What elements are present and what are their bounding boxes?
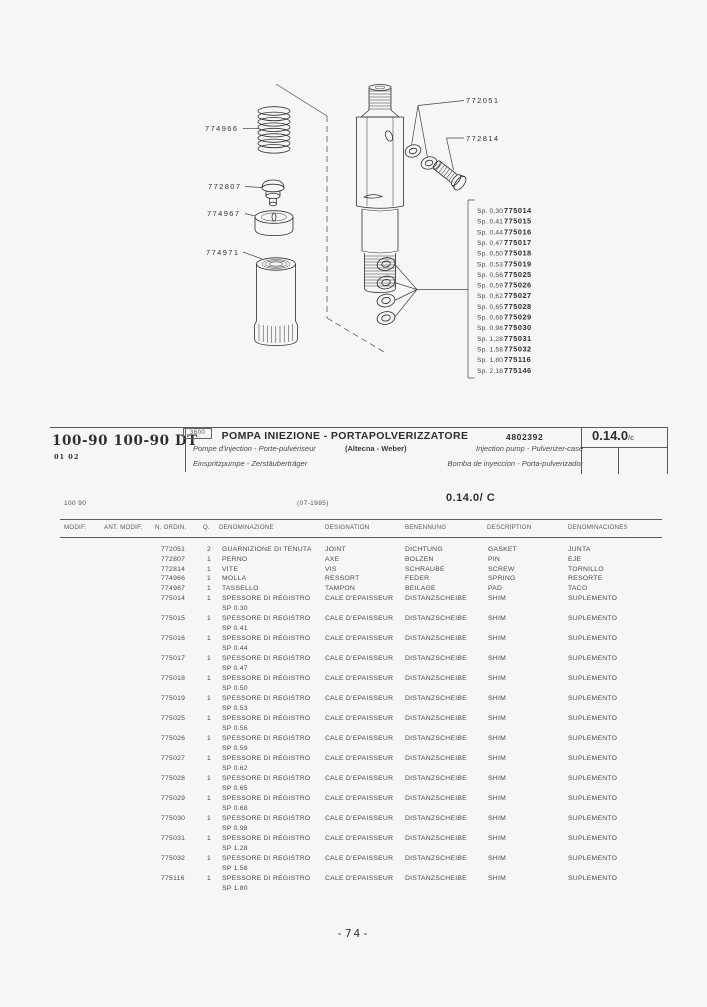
cell-denominaciones: SUPLEMENTO: [568, 754, 618, 762]
cell-part-number: 775029: [161, 794, 186, 802]
cell-description: SHIM: [488, 634, 506, 642]
part-label-tappet: 774967: [207, 209, 241, 218]
cell-denominaciones: SUPLEMENTO: [568, 814, 618, 822]
cell-designation: JOINT: [325, 546, 346, 553]
shim-part-number: 775019: [504, 259, 532, 269]
cell-denominazione: SPESSORE DI REGISTRO: [222, 774, 311, 782]
table-row: [0, 755, 707, 775]
cell-benennung: FEDER: [405, 575, 430, 583]
cell-part-number: 772051: [161, 546, 186, 553]
cell-description: PIN: [488, 555, 501, 563]
shim-sp-value: Sp. 1,58: [477, 346, 504, 354]
cell-description: SHIM: [488, 854, 506, 862]
cell-benennung: DISTANZSCHEIBE: [405, 834, 467, 842]
cell-denominaciones: SUPLEMENTO: [568, 634, 618, 642]
cell-quantity: 1: [207, 555, 212, 563]
cell-denominaciones: SUPLEMENTO: [568, 854, 618, 862]
cell-benennung: DISTANZSCHEIBE: [405, 754, 467, 762]
table-row: [0, 715, 707, 735]
cell-benennung: DISTANZSCHEIBE: [405, 654, 467, 662]
cell-denominaciones: SUPLEMENTO: [568, 694, 618, 702]
cell-description: SHIM: [488, 754, 506, 762]
shim-part-number: 775014: [504, 206, 532, 215]
cell-benennung: DISTANZSCHEIBE: [405, 634, 467, 642]
cell-denominaciones: SUPLEMENTO: [568, 834, 618, 842]
cell-part-number: 775116: [161, 874, 185, 882]
shim-part-number: 775032: [504, 344, 532, 354]
cell-designation: CALE D'EPAISSEUR: [325, 594, 394, 602]
cell-quantity: 2: [207, 546, 212, 553]
subheader-section: 0.14.0/ C: [446, 492, 496, 504]
cell-shim-thickness: SP 0.41: [222, 624, 248, 632]
cell-denominazione: SPESSORE DI REGISTRO: [222, 874, 311, 882]
cell-quantity: 1: [207, 694, 212, 702]
cell-description: SHIM: [488, 834, 506, 842]
cell-benennung: DISTANZSCHEIBE: [405, 874, 467, 882]
injector-body-drawing: [357, 85, 404, 293]
cell-quantity: 1: [207, 854, 212, 862]
cell-denominaciones: SUPLEMENTO: [568, 794, 618, 802]
part-label-cap-nut: 774971: [206, 248, 240, 257]
cell-shim-thickness: SP 0.98: [222, 824, 248, 832]
cell-part-number: 775026: [161, 734, 186, 742]
shim-part-number: 775026: [504, 280, 532, 290]
subtitle-spanish: Bomba de inyeccion - Porta-pulverizador: [447, 459, 583, 468]
cell-benennung: DISTANZSCHEIBE: [405, 594, 467, 602]
cell-description: SHIM: [488, 694, 506, 702]
cell-part-number: 775032: [161, 854, 186, 862]
cell-quantity: 1: [207, 774, 212, 782]
shim-part-number: 775116: [504, 355, 532, 365]
cell-denominazione: VITE: [222, 565, 239, 573]
subtitle-german: Einspritzpumpe - Zerstäuberträger: [193, 459, 308, 468]
shim-sp-value: Sp. 0,56: [477, 271, 504, 279]
table-row: [0, 595, 707, 615]
section-code-suffix: /c: [628, 433, 634, 442]
cell-denominazione: SPESSORE DI REGISTRO: [222, 754, 311, 762]
table-row: [0, 566, 707, 576]
cell-description: SHIM: [488, 734, 506, 742]
cell-description: SHIM: [488, 714, 506, 722]
model-names: 100-90 100-90 DT: [52, 433, 198, 449]
cell-description: SHIM: [488, 814, 506, 822]
cell-description: SCREW: [488, 565, 515, 573]
cell-part-number: 772814: [161, 565, 186, 573]
header-right-edge: [667, 427, 668, 474]
cell-designation: CALE D'EPAISSEUR: [325, 714, 394, 722]
cell-description: SHIM: [488, 674, 506, 682]
cell-benennung: DISTANZSCHEIBE: [405, 614, 467, 622]
part-label-plug: 772807: [208, 182, 242, 191]
cell-designation: CALE D'EPAISSEUR: [325, 794, 394, 802]
plug-screw-drawing: [262, 180, 284, 206]
code-box: 3600: [183, 428, 212, 439]
cell-quantity: 1: [207, 714, 212, 722]
cell-designation: CALE D'EPAISSEUR: [325, 814, 394, 822]
cell-part-number: 775028: [161, 774, 186, 782]
cell-quantity: 1: [207, 594, 212, 602]
cell-part-number: 775031: [161, 834, 186, 842]
cell-denominazione: SPESSORE DI REGISTRO: [222, 654, 311, 662]
cell-denominaciones: EJE: [568, 555, 582, 563]
table-row: [0, 775, 707, 795]
shim-sp-value: Sp. 2,18: [477, 367, 504, 375]
cell-description: SHIM: [488, 794, 506, 802]
shim-part-number: 775028: [504, 301, 532, 311]
section-boundary-line: [276, 84, 384, 352]
cell-designation: CALE D'EPAISSEUR: [325, 734, 394, 742]
drawing-code: 4802392: [506, 432, 544, 442]
cell-part-number: 775018: [161, 674, 186, 682]
cell-quantity: 1: [207, 794, 212, 802]
cell-denominaciones: RESORTE: [568, 575, 603, 583]
col-modif: MODIF.: [64, 524, 87, 531]
cell-benennung: DISTANZSCHEIBE: [405, 794, 467, 802]
table-row: [0, 795, 707, 815]
exploded-diagram: [0, 0, 707, 420]
table-row: [0, 635, 707, 655]
shim-part-number: 775030: [504, 323, 532, 333]
cell-quantity: 1: [207, 834, 212, 842]
cell-benennung: DISTANZSCHEIBE: [405, 814, 467, 822]
table-row: [0, 556, 707, 566]
table-row: [0, 546, 707, 556]
cell-part-number: 772807: [161, 555, 186, 563]
cell-quantity: 1: [207, 874, 212, 882]
cell-quantity: 1: [207, 634, 212, 642]
shim-part-number: 775025: [504, 269, 532, 279]
subheader-model: 100 90: [64, 500, 87, 507]
cell-denominaciones: SUPLEMENTO: [568, 594, 618, 602]
cell-denominaciones: SUPLEMENTO: [568, 734, 618, 742]
page-title: POMPA INIEZIONE - PORTAPOLVERIZZATORE: [221, 430, 469, 442]
table-header-bottom-rule: [60, 537, 662, 538]
cell-quantity: 1: [207, 575, 212, 583]
part-label-spring: 774966: [205, 124, 239, 133]
table-row: [0, 855, 707, 875]
cell-denominazione: SPESSORE DI REGISTRO: [222, 814, 311, 822]
cell-part-number: 775014: [161, 594, 186, 602]
cell-denominaciones: SUPLEMENTO: [568, 674, 618, 682]
table-row: [0, 585, 707, 595]
subtitle-english: Injection pump - Pulverizer-case: [476, 444, 583, 453]
header-top-rule: [50, 427, 667, 428]
cell-designation: CALE D'EPAISSEUR: [325, 694, 394, 702]
shim-part-number: 775018: [504, 248, 532, 258]
cell-denominaciones: SUPLEMENTO: [568, 774, 618, 782]
cell-shim-thickness: SP 0.50: [222, 684, 248, 692]
cell-part-number: 774967: [161, 585, 186, 593]
shim-sp-value: Sp. 0,50: [477, 250, 504, 258]
cell-denominaciones: JUNTA: [568, 546, 591, 553]
shim-sp-value: Sp. 1,28: [477, 335, 504, 343]
cell-description: SHIM: [488, 654, 506, 662]
cell-benennung: DISTANZSCHEIBE: [405, 854, 467, 862]
tappet-drawing: [255, 211, 293, 236]
cell-designation: RESSORT: [325, 575, 360, 583]
table-row: [0, 875, 707, 895]
cell-quantity: 1: [207, 585, 212, 593]
cell-denominazione: SPESSORE DI REGISTRO: [222, 634, 311, 642]
cell-shim-thickness: SP 0.59: [222, 744, 248, 752]
cell-description: SPRING: [488, 575, 516, 583]
cell-denominaciones: TACO: [568, 585, 588, 593]
table-row: [0, 815, 707, 835]
table-row: [0, 735, 707, 755]
cell-denominazione: SPESSORE DI REGISTRO: [222, 694, 311, 702]
cell-description: PAD: [488, 585, 503, 593]
cell-benennung: DISTANZSCHEIBE: [405, 694, 467, 702]
col-designation: DESIGNATION: [325, 524, 370, 531]
cell-benennung: BEILAGE: [405, 585, 436, 593]
table-row: [0, 695, 707, 715]
cell-denominazione: SPESSORE DI REGISTRO: [222, 794, 311, 802]
cell-denominaciones: SUPLEMENTO: [568, 714, 618, 722]
cell-denominazione: SPESSORE DI REGISTRO: [222, 674, 311, 682]
subtitle-french: Pompe d'injection - Porte-pulvériseur: [193, 444, 316, 453]
shim-part-number: 775031: [504, 333, 532, 343]
cell-denominaciones: SUPLEMENTO: [568, 874, 618, 882]
cell-designation: CALE D'EPAISSEUR: [325, 654, 394, 662]
cell-shim-thickness: SP 1.80: [222, 884, 248, 892]
cell-denominaciones: SUPLEMENTO: [568, 654, 618, 662]
cell-description: GASKET: [488, 546, 518, 553]
shim-part-number: 775146: [504, 365, 532, 375]
cell-denominazione: SPESSORE DI REGISTRO: [222, 594, 311, 602]
cell-benennung: DISTANZSCHEIBE: [405, 734, 467, 742]
shim-thickness-list: [477, 206, 532, 375]
cell-benennung: DICHTUNG: [405, 546, 443, 553]
header-right-cell-rule: [581, 447, 667, 448]
cell-part-number: 775019: [161, 694, 186, 702]
cell-shim-thickness: SP 1.28: [222, 844, 248, 852]
cell-denominazione: SPESSORE DI REGISTRO: [222, 714, 311, 722]
section-code-main: 0.14.0: [592, 428, 629, 443]
shim-sp-value: Sp. 0,41: [477, 218, 504, 226]
cell-quantity: 1: [207, 565, 212, 573]
cell-benennung: SCHRAUBE: [405, 565, 445, 573]
cell-denominazione: PERNO: [222, 555, 248, 563]
col-n-ordin: N. ORDIN.: [155, 524, 187, 531]
cell-designation: CALE D'EPAISSEUR: [325, 614, 394, 622]
cell-quantity: 1: [207, 814, 212, 822]
shim-part-number: 775015: [504, 216, 532, 226]
shim-sp-value: Sp. 0,62: [477, 293, 504, 301]
shim-sp-value: Sp. 1,80: [477, 357, 504, 365]
cell-designation: CALE D'EPAISSEUR: [325, 674, 394, 682]
cell-shim-thickness: SP 0.47: [222, 664, 248, 672]
cell-designation: CALE D'EPAISSEUR: [325, 874, 394, 882]
cell-denominazione: SPESSORE DI REGISTRO: [222, 614, 311, 622]
cell-denominazione: SPESSORE DI REGISTRO: [222, 854, 311, 862]
cell-designation: CALE D'EPAISSEUR: [325, 834, 394, 842]
cell-shim-thickness: SP 0.44: [222, 644, 248, 652]
col-ant-modif: ANT. MODIF.: [104, 524, 143, 531]
table-row: [0, 615, 707, 635]
cell-part-number: 775016: [161, 634, 186, 642]
cell-quantity: 1: [207, 614, 212, 622]
shim-sp-value: Sp. 0,59: [477, 282, 504, 290]
header-divider-right-inner: [618, 447, 619, 474]
shim-part-number: 775017: [504, 237, 532, 247]
cell-benennung: DISTANZSCHEIBE: [405, 674, 467, 682]
cell-quantity: 1: [207, 674, 212, 682]
cell-description: SHIM: [488, 774, 506, 782]
table-header-top-rule: [60, 519, 662, 520]
cell-part-number: 775030: [161, 814, 186, 822]
table-row: [0, 675, 707, 695]
cell-denominazione: GUARNIZIONE DI TENUTA: [222, 546, 312, 553]
spring-drawing: [258, 107, 290, 153]
cell-shim-thickness: SP 0.62: [222, 764, 248, 772]
shim-sp-value: Sp. 0,30: [477, 208, 504, 215]
cell-denominazione: MOLLA: [222, 575, 247, 583]
col-benennung: BENENNUNG: [405, 524, 447, 531]
cell-description: SHIM: [488, 614, 506, 622]
cap-nut-drawing: [255, 258, 298, 346]
cell-denominazione: SPESSORE DI REGISTRO: [222, 834, 311, 842]
subheader-edition: (07-1985): [297, 500, 329, 507]
table-row: [0, 575, 707, 585]
cell-quantity: 1: [207, 754, 212, 762]
cell-designation: CALE D'EPAISSEUR: [325, 774, 394, 782]
shim-sp-value: Sp. 0,44: [477, 229, 504, 237]
cell-shim-thickness: SP 0.30: [222, 604, 248, 612]
part-label-screw: 772814: [466, 134, 500, 143]
screw-drawing: [430, 157, 468, 192]
cell-designation: CALE D'EPAISSEUR: [325, 854, 394, 862]
cell-description: SHIM: [488, 594, 506, 602]
col-quantity: Q.: [203, 524, 210, 531]
section-code: [592, 428, 634, 443]
cell-part-number: 774966: [161, 575, 186, 583]
shim-sp-value: Sp. 0,47: [477, 239, 504, 247]
col-denominaciones: DENOMINACIONES: [568, 524, 628, 531]
shim-sp-value: Sp. 0,65: [477, 303, 504, 311]
cell-part-number: 775015: [161, 614, 186, 622]
cell-designation: VIS: [325, 565, 337, 573]
cell-shim-thickness: SP 1.58: [222, 864, 248, 872]
brand-label: (Altecna - Weber): [345, 444, 407, 453]
table-row: [0, 655, 707, 675]
cell-designation: CALE D'EPAISSEUR: [325, 634, 394, 642]
cell-part-number: 775025: [161, 714, 186, 722]
cell-designation: TAMPON: [325, 585, 356, 593]
cell-quantity: 1: [207, 654, 212, 662]
cell-shim-thickness: SP 0.53: [222, 704, 248, 712]
cell-designation: AXE: [325, 555, 340, 563]
cell-shim-thickness: SP 0.56: [222, 724, 248, 732]
cell-shim-thickness: SP 0.68: [222, 804, 248, 812]
cell-denominazione: TASSELLO: [222, 585, 259, 593]
col-description: DESCRIPTION: [487, 524, 532, 531]
variant-codes: 01 02: [54, 453, 80, 461]
page-number: -74-: [336, 927, 371, 940]
cell-denominaciones: SUPLEMENTO: [568, 614, 618, 622]
parts-table-body: [0, 546, 707, 895]
cell-denominaciones: TORNILLO: [568, 565, 604, 573]
cell-description: SHIM: [488, 874, 506, 882]
shim-sp-value: Sp. 0,98: [477, 325, 504, 333]
table-row: [0, 835, 707, 855]
part-label-gaskets: 772051: [466, 96, 500, 105]
shim-sp-value: Sp. 0,68: [477, 314, 504, 322]
cell-shim-thickness: SP 0.65: [222, 784, 248, 792]
cell-denominazione: SPESSORE DI REGISTRO: [222, 734, 311, 742]
cell-designation: CALE D'EPAISSEUR: [325, 754, 394, 762]
cell-benennung: DISTANZSCHEIBE: [405, 774, 467, 782]
cell-benennung: BOLZEN: [405, 555, 434, 563]
shim-part-number: 775016: [504, 227, 532, 237]
col-denominazione: DENOMINAZIONE: [219, 524, 274, 531]
cell-part-number: 775027: [161, 754, 186, 762]
cell-part-number: 775017: [161, 654, 186, 662]
cell-benennung: DISTANZSCHEIBE: [405, 714, 467, 722]
cell-quantity: 1: [207, 734, 212, 742]
shim-part-number: 775027: [504, 291, 532, 301]
shim-sp-value: Sp. 0,53: [477, 261, 504, 269]
shim-part-number: 775029: [504, 312, 532, 322]
